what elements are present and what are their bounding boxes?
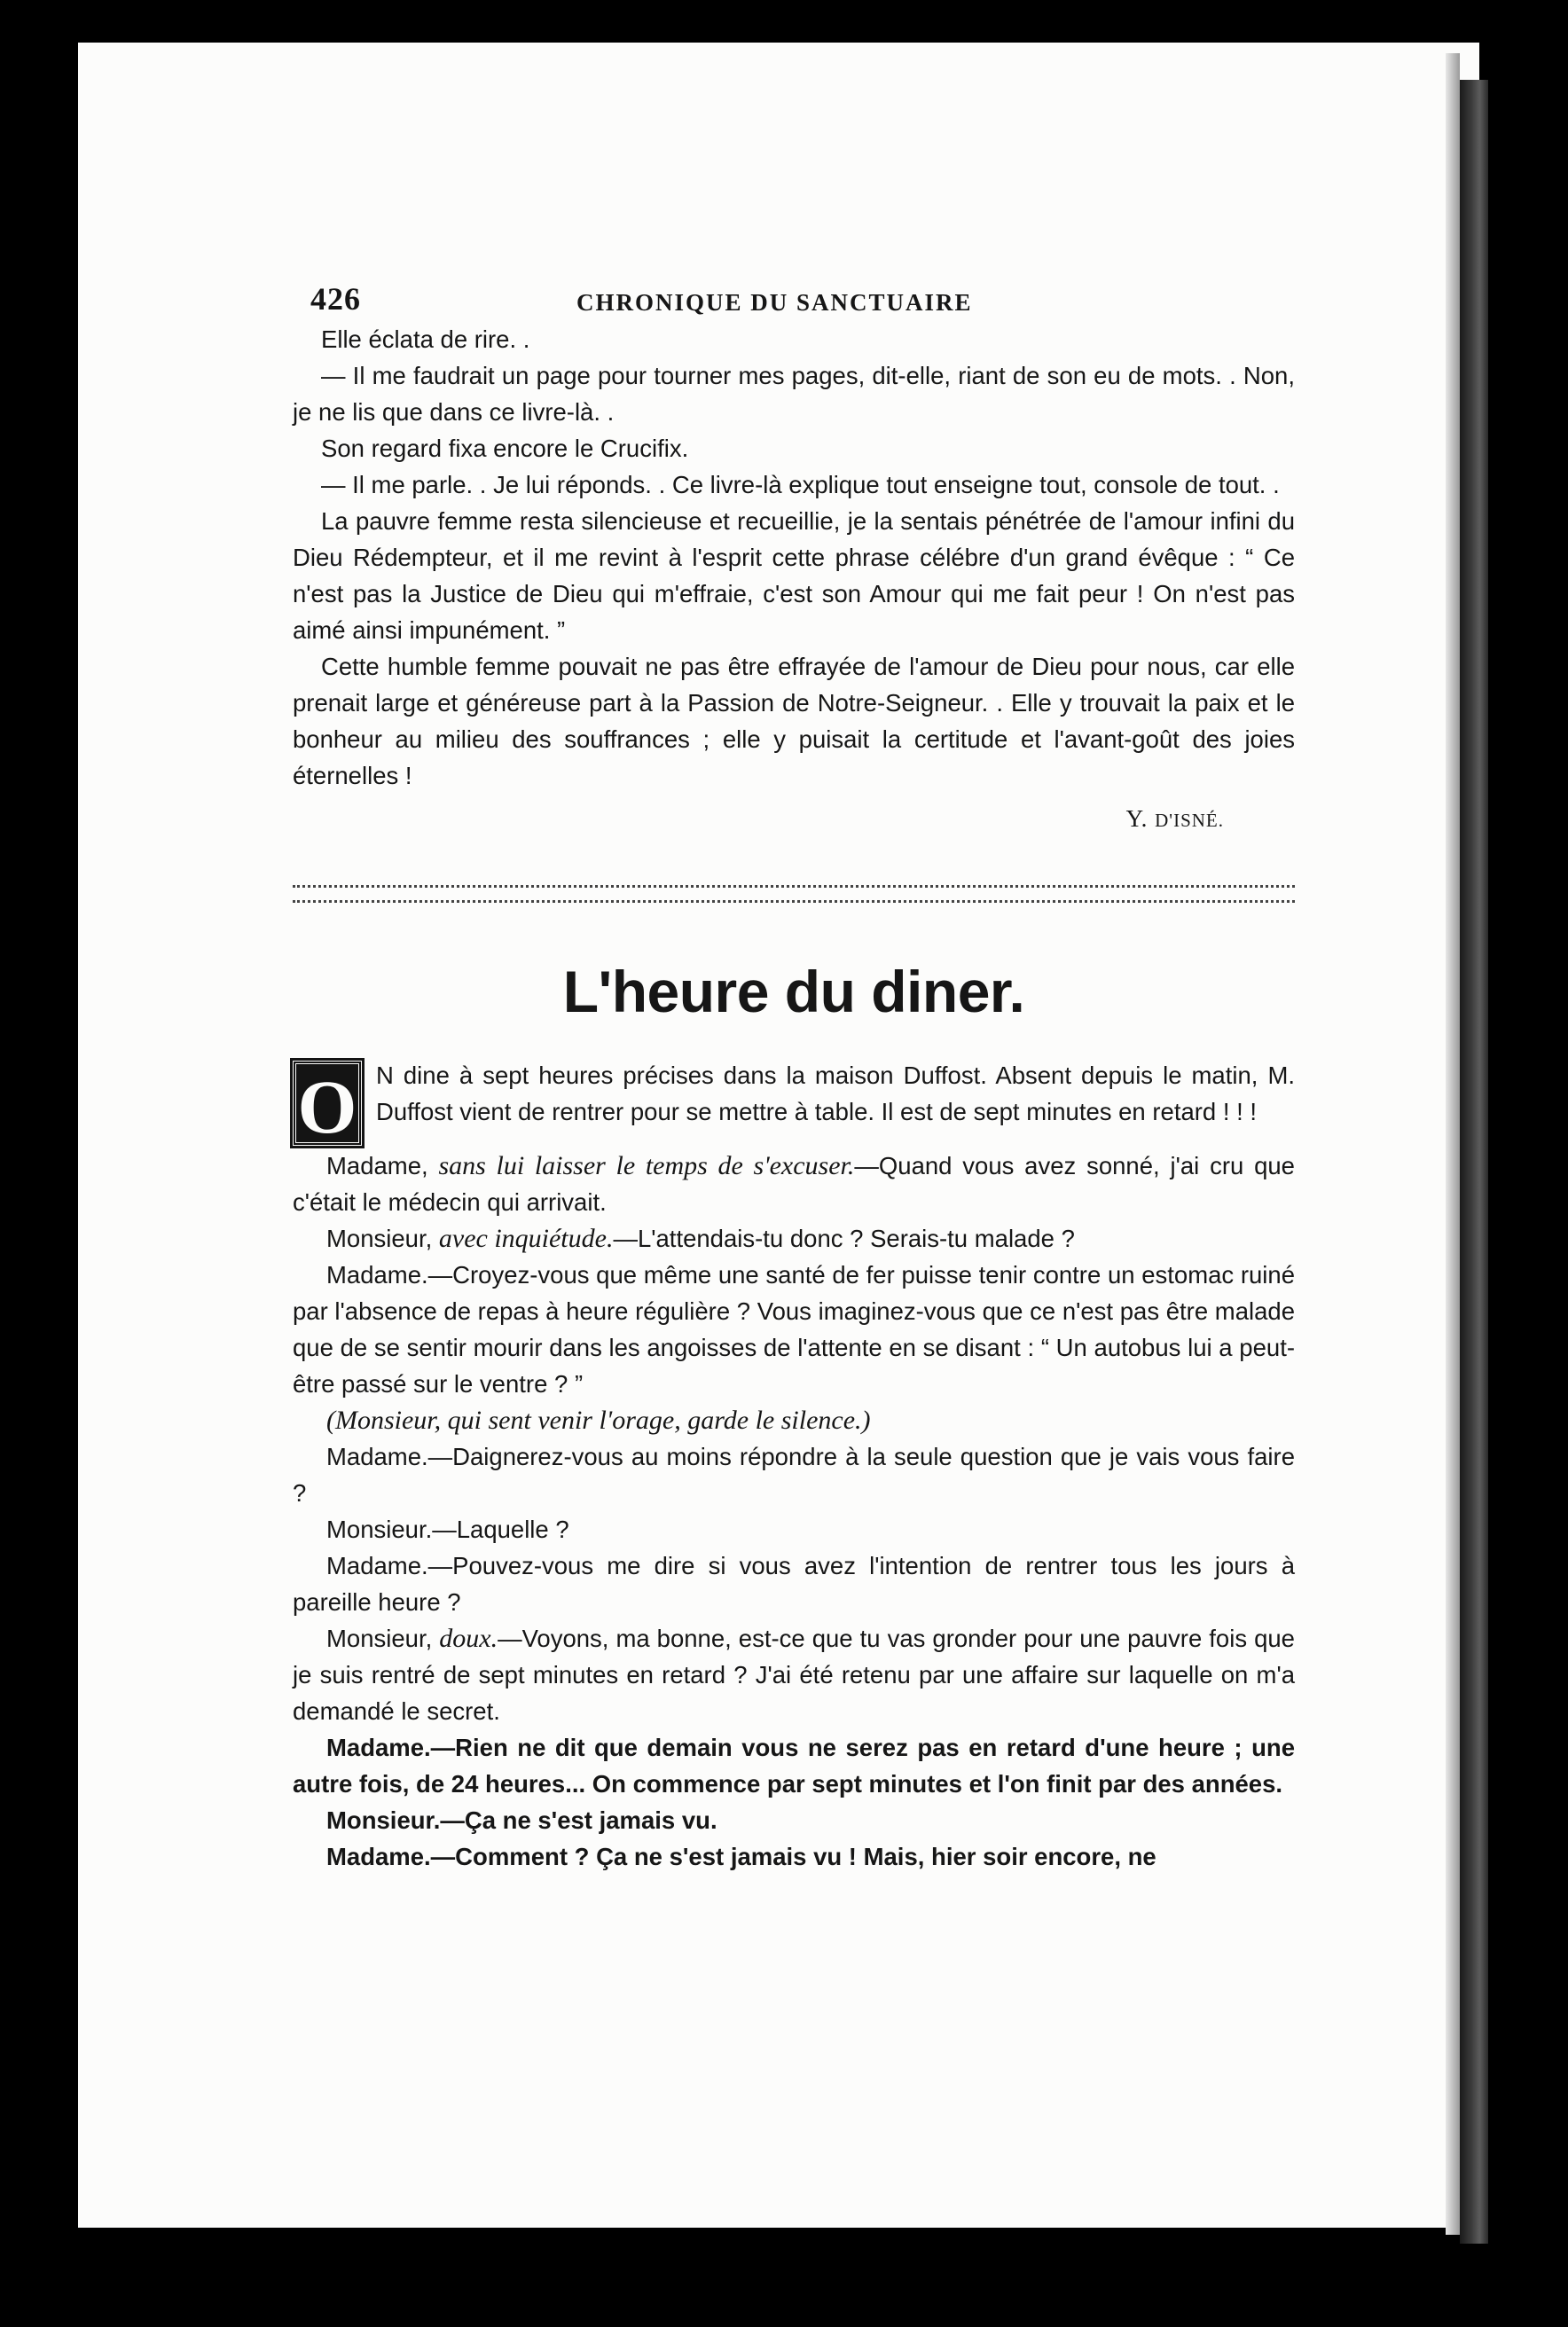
paragraph: Elle éclata de rire. . xyxy=(321,325,530,353)
paragraph xyxy=(293,1220,1295,1257)
paragraph: Son regard fixa encore le Crucifix. xyxy=(321,435,689,462)
book-spine xyxy=(1460,80,1488,2244)
running-head xyxy=(293,275,1295,321)
stage-direction: avec inquiétude. xyxy=(438,1224,614,1253)
paragraph: Monsieur.—Laquelle ? xyxy=(326,1516,569,1543)
stage-direction-paragraph: (Monsieur, qui sent venir l'orage, garde le silence.) xyxy=(326,1406,871,1435)
running-title: CHRONIQUE DU SANCTUAIRE xyxy=(576,289,973,316)
article-body xyxy=(293,1057,1295,1875)
text-block xyxy=(293,275,1295,1875)
paragraph: Cette humble femme pouvait ne pas être effrayée de l'amour de Dieu pour nous, car elle prenait large et généreuse part à la Passion de Notre-Seigneur. . Elle y trouvait la paix et le bonheur au milieu des souffrances ; elle y puisait la certitude et l'avant-goût des joies éternelles ! xyxy=(293,653,1295,789)
paragraph-text: N dine à sept heures précises dans la maison Duffost. Absent depuis le matin, M. Duffost vient de rentrer pour se mettre à table. Il est de sept minutes en retard ! ! ! xyxy=(376,1062,1295,1125)
paragraph: — Il me parle. . Je lui réponds. . Ce livre-là explique tout enseigne tout, console de tout. . xyxy=(321,471,1280,498)
speaker: Madame, xyxy=(326,1152,439,1179)
paragraph xyxy=(293,1057,1295,1149)
paragraph xyxy=(293,1620,1295,1729)
paragraph: Madame.—Croyez-vous que même une santé de fer puisse tenir contre un estomac ruiné par l'absence de repas à heure régulière ? Vous imaginez-vous que ce n'est pas être malade que de se sentir mourir dans les angoisses de l'attente en se disant : “ Un autobus lui a peut-être passé sur le ventre ? ” xyxy=(293,1261,1295,1398)
paragraph xyxy=(293,1148,1295,1220)
paragraph: Madame.—Comment ? Ça ne s'est jamais vu ! Mais, hier soir encore, ne xyxy=(326,1843,1156,1870)
paragraph: Madame.—Pouvez-vous me dire si vous avez l'intention de rentrer tous les jours à pareille heure ? xyxy=(293,1552,1295,1616)
previous-article-ending xyxy=(293,321,1295,839)
speaker: Monsieur, xyxy=(326,1225,439,1252)
speaker: Monsieur, xyxy=(326,1625,440,1652)
paragraph: Madame.—Daignerez-vous au moins répondre à la seule question que je vais vous faire ? xyxy=(293,1443,1295,1507)
page-edge xyxy=(1446,53,1460,2235)
signature-name: D'ISNÉ. xyxy=(1155,810,1224,831)
paragraph: Monsieur.—Ça ne s'est jamais vu. xyxy=(326,1806,717,1834)
dialogue: —L'attendais-tu donc ? Serais-tu malade ? xyxy=(613,1225,1075,1252)
dialogue: —Quand vous avez sonné, j'ai cru que c'était le médecin qui arrivait. xyxy=(293,1152,1295,1216)
stage-direction: doux. xyxy=(439,1624,498,1653)
article-title: L'heure du diner. xyxy=(562,959,1025,1024)
drop-cap: O xyxy=(293,1061,362,1146)
stage-direction: sans lui laisser le temps de s'excuser. xyxy=(438,1151,855,1180)
paragraph: — Il me faudrait un page pour tourner mes pages, dit-elle, riant de son eu de mots. . Non, je ne lis que dans ce livre-là. . xyxy=(293,362,1295,426)
signature-initial: Y. xyxy=(1125,805,1156,832)
page-number: 426 xyxy=(310,281,361,317)
author-signature xyxy=(293,801,1295,839)
dialogue: —Voyons, ma bonne, est-ce que tu vas gronder pour une pauvre fois que je suis rentré de sept minutes en retard ? J'ai été retenu par une affaire sur laquelle on m'a demandé le secret. xyxy=(293,1625,1295,1725)
paragraph: La pauvre femme resta silencieuse et recueillie, je la sentais pénétrée de l'amour infini du Dieu Rédempteur, et il me revint à l'esprit cette phrase célébre d'un grand évêque : “ Ce n'est pas la Justice de Dieu qui m'effraie, c'est son Amour qui me fait peur ! On n'est pas aimé ainsi impunément. ” xyxy=(293,507,1295,644)
paragraph: Madame.—Rien ne dit que demain vous ne serez pas en retard d'une heure ; une autre fois, de 24 heures... On commence par sept minutes et l'on finit par des années. xyxy=(293,1734,1295,1798)
section-divider xyxy=(293,885,1295,903)
